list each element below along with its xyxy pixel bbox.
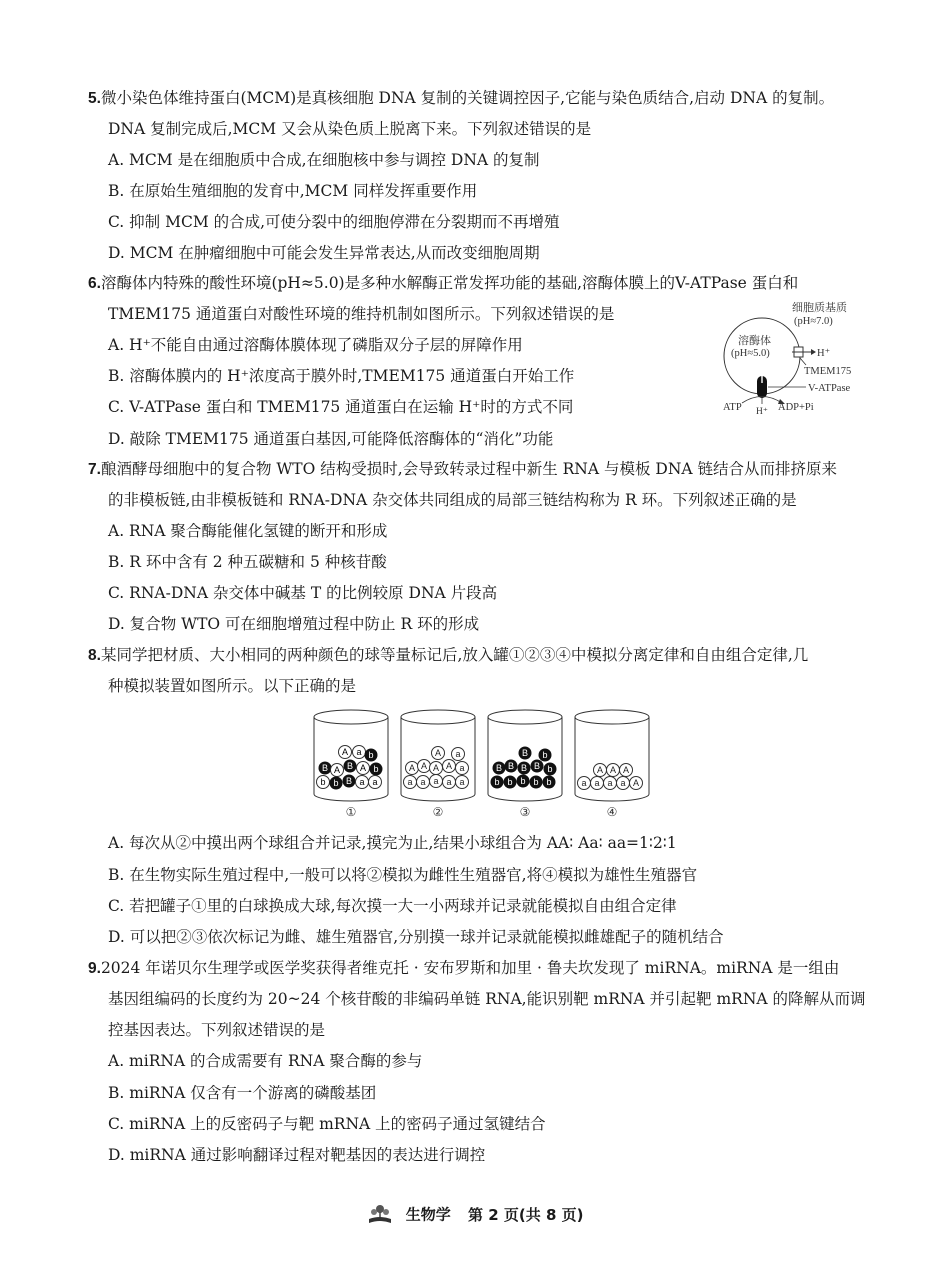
q6-stem-line1	[88, 273, 798, 294]
q7-option-b: B. R 环中含有 2 种五碳糖和 5 种核苷酸	[108, 553, 387, 571]
q9-option-c: C. miRNA 上的反密码子与靶 mRNA 上的密码子通过氢键结合	[108, 1115, 546, 1133]
svg-text:b: b	[333, 778, 339, 788]
adp-label: ADP+Pi	[778, 402, 814, 413]
svg-text:b: b	[368, 750, 374, 760]
page-footer	[0, 1203, 950, 1225]
q5-option-c: C. 抑制 MCM 的合成,可使分裂中的细胞停滞在分裂期而不再增殖	[108, 213, 560, 231]
jar-label-2: ②	[432, 805, 444, 819]
svg-text:b: b	[520, 776, 526, 786]
q7-option-a: A. RNA 聚合酶能催化氢键的断开和形成	[108, 522, 388, 540]
svg-text:b: b	[546, 777, 552, 787]
svg-text:b: b	[547, 764, 553, 774]
svg-text:a: a	[581, 778, 587, 788]
svg-text:a: a	[620, 778, 626, 788]
q8-option-b: B. 在生物实际生殖过程中,一般可以将②模拟为雌性生殖器官,将④模拟为雄性生殖器官	[108, 866, 698, 884]
q9-stem-line1	[88, 958, 839, 979]
svg-text:A: A	[445, 761, 453, 771]
q9-option-b: B. miRNA 仅含有一个游离的磷酸基团	[108, 1084, 377, 1102]
svg-text:B: B	[346, 761, 354, 771]
svg-text:a: a	[594, 778, 600, 788]
svg-text:a: a	[359, 777, 365, 787]
svg-text:A: A	[609, 765, 617, 775]
tmem-leader	[800, 358, 806, 365]
svg-text:A: A	[420, 761, 428, 771]
svg-text:A: A	[434, 748, 442, 758]
q7-stem-line1	[88, 459, 837, 480]
svg-text:b: b	[542, 750, 548, 760]
svg-text:b: b	[507, 777, 513, 787]
svg-text:B: B	[345, 776, 353, 786]
q6-stem-text1: 溶酶体内特殊的酸性环境(pH≈5.0)是多种水解酶正常发挥功能的基础,溶酶体膜上的V-ATPase 蛋白和	[100, 274, 799, 292]
lysosome-label: 溶酶体	[738, 335, 771, 347]
svg-text:a: a	[433, 776, 439, 786]
q9-stem-line3: 控基因表达。下列叙述错误的是	[108, 1021, 326, 1039]
q9-number: 9.	[88, 960, 101, 977]
q9-stem-line2: 基因组编码的长度约为 20~24 个核苷酸的非编码单链 RNA,能识别靶 mRNA 并引起靶 mRNA 的降解从而调	[108, 990, 866, 1008]
q5-option-a: A. MCM 是在细胞质中合成,在细胞核中参与调控 DNA 的复制	[108, 151, 540, 169]
q7-option-d: D. 复合物 WTO 可在细胞增殖过程中防止 R 环的形成	[108, 615, 480, 633]
q6-number: 6.	[88, 275, 101, 292]
svg-text:a: a	[356, 747, 362, 757]
q8-option-d: D. 可以把②③依次标记为雌、雄生殖器官,分别摸一球并记录就能模拟雌雄配子的随机结合	[108, 928, 724, 946]
svg-text:A: A	[622, 765, 630, 775]
lysosome-ph: (pH≈5.0)	[731, 348, 770, 359]
svg-text:A: A	[333, 765, 341, 775]
svg-text:a: a	[446, 777, 452, 787]
q6-stem-line2: TMEM175 通道蛋白对酸性环境的维持机制如图所示。下列叙述错误的是	[108, 305, 615, 323]
svg-text:a: a	[459, 777, 465, 787]
svg-text:A: A	[596, 765, 604, 775]
q9-option-d: D. miRNA 通过影响翻译过程对靶基因的表达进行调控	[108, 1146, 486, 1164]
svg-text:a: a	[420, 777, 426, 787]
q6-option-c: C. V-ATPase 蛋白和 TMEM175 通道蛋白在运输 H⁺时的方式不同	[108, 398, 574, 416]
q8-stem-text1: 某同学把材质、大小相同的两种颜色的球等量标记后,放入罐①②③④中模拟分离定律和自由组合定律,几	[100, 646, 809, 664]
q7-stem-line2: 的非模板链,由非模板链和 RNA-DNA 杂交体共同组成的局部三链结构称为 R 环。下列叙述正确的是	[108, 491, 797, 509]
svg-text:B: B	[495, 763, 503, 773]
jar-1	[314, 710, 388, 801]
svg-text:A: A	[408, 763, 416, 773]
tmem175-label: TMEM175	[804, 366, 852, 377]
jar-label-3: ③	[519, 805, 531, 819]
q8-option-a: A. 每次从②中摸出两个球组合并记录,摸完为止,结果小球组合为 AA∶ Aa∶ aa=1∶2∶1	[108, 834, 677, 852]
svg-text:B: B	[533, 761, 541, 771]
q8-option-c: C. 若把罐子①里的白球换成大球,每次摸一大一小两球并记录就能模拟自由组合定律	[108, 897, 677, 915]
svg-text:b: b	[494, 777, 500, 787]
v-atpase-pump-arrowhead	[759, 365, 765, 371]
jar-label-4: ④	[606, 805, 618, 819]
svg-text:A: A	[341, 747, 349, 757]
q6-option-a: A. H⁺不能自由通过溶酶体膜体现了磷脂双分子层的屏障作用	[108, 336, 523, 354]
h-ion-label: H⁺	[817, 348, 831, 359]
q5-option-d: D. MCM 在肿瘤细胞中可能会发生异常表达,从而改变细胞周期	[108, 244, 540, 262]
q7-number: 7.	[88, 461, 101, 478]
svg-text:B: B	[507, 761, 515, 771]
q7-option-c: C. RNA-DNA 杂交体中碱基 T 的比例较原 DNA 片段高	[108, 584, 498, 602]
jar-4	[575, 710, 649, 801]
h-ion-arrowhead	[811, 349, 816, 355]
q6-option-b: B. 溶酶体膜内的 H⁺浓度高于膜外时,TMEM175 通道蛋白开始工作	[108, 367, 575, 385]
footer-page-number: 第 2 页(共 8 页)	[468, 1205, 584, 1224]
q6-option-d: D. 敲除 TMEM175 通道蛋白基因,可能降低溶酶体的“消化”功能	[108, 430, 554, 448]
q5-stem-line1	[88, 88, 834, 109]
q9-option-a: A. miRNA 的合成需要有 RNA 聚合酶的参与	[108, 1052, 423, 1070]
q8-number: 8.	[88, 647, 101, 664]
svg-text:b: b	[373, 764, 379, 774]
svg-text:a: a	[407, 777, 413, 787]
svg-text:a: a	[459, 763, 465, 773]
jar-diagram	[310, 708, 660, 824]
q5-option-b: B. 在原始生殖细胞的发育中,MCM 同样发挥重要作用	[108, 182, 478, 200]
q5-stem-line2: DNA 复制完成后,MCM 又会从染色质上脱离下来。下列叙述错误的是	[108, 120, 592, 138]
svg-text:a: a	[607, 778, 613, 788]
q7-stem-text1: 酿酒酵母细胞中的复合物 WTO 结构受损时,会导致转录过程中新生 RNA 与模板 DNA 链结合从而排挤原来	[100, 460, 838, 478]
h-bottom-label: H⁺	[756, 407, 768, 417]
svg-text:A: A	[359, 763, 367, 773]
atp-label: ATP	[723, 402, 742, 413]
svg-text:a: a	[455, 749, 461, 759]
footer-subject: 生物学	[405, 1205, 451, 1224]
q9-stem-text1: 2024 年诺贝尔生理学或医学奖获得者维克托 · 安布罗斯和加里 · 鲁夫坎发现了 miRNA。miRNA 是一组由	[100, 959, 840, 977]
lysosome-diagram	[720, 298, 870, 420]
svg-text:b: b	[533, 777, 539, 787]
svg-text:B: B	[520, 763, 528, 773]
jar-2	[401, 710, 475, 801]
svg-text:A: A	[432, 763, 440, 773]
vatpase-label: V-ATPase	[808, 383, 851, 394]
jar-label-1: ①	[345, 805, 357, 819]
svg-text:B: B	[521, 748, 529, 758]
svg-text:A: A	[632, 778, 640, 788]
cytoplasm-ph: (pH≈7.0)	[794, 316, 833, 327]
q5-stem-text1: 微小染色体维持蛋白(MCM)是真核细胞 DNA 复制的关键调控因子,它能与染色质结合,启动 DNA 的复制。	[100, 89, 835, 107]
q8-stem-line1	[88, 645, 808, 666]
svg-text:b: b	[320, 777, 326, 787]
jar-3	[488, 710, 562, 801]
cytoplasm-label: 细胞质基质	[792, 302, 847, 314]
book-tree-logo-icon	[367, 1203, 393, 1225]
q5-number: 5.	[88, 90, 101, 107]
svg-text:a: a	[372, 777, 378, 787]
svg-text:B: B	[321, 763, 329, 773]
q8-stem-line2: 种模拟装置如图所示。以下正确的是	[108, 677, 357, 695]
